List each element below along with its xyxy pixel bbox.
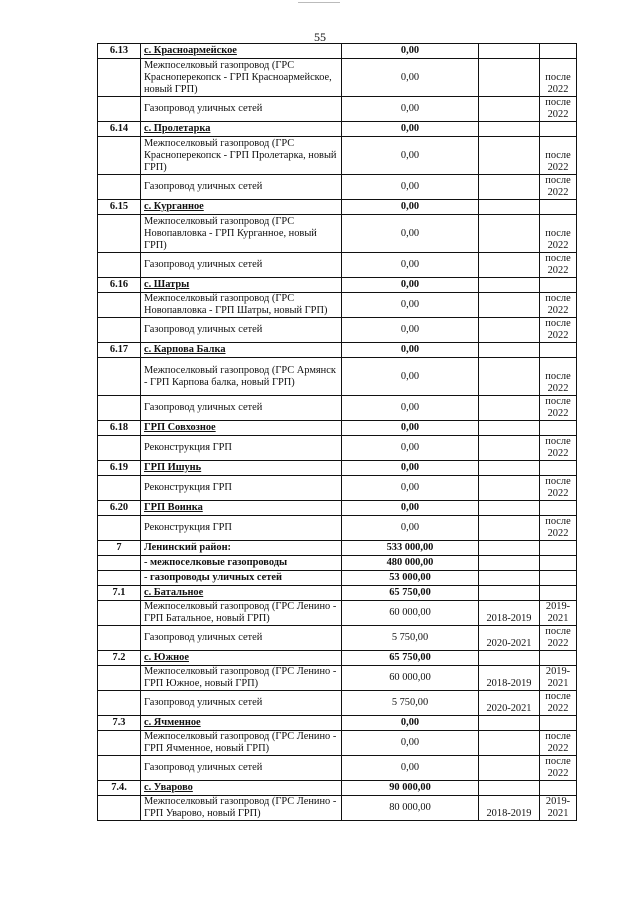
row-period — [479, 421, 540, 436]
row-amount: 0,00 — [342, 175, 479, 200]
row-amount: 0,00 — [342, 756, 479, 781]
row-year: 2019-2021 — [540, 796, 577, 821]
row-period — [479, 122, 540, 137]
table-row — [98, 253, 577, 278]
row-amount: 480 000,00 — [342, 556, 479, 571]
row-number: 7.3 — [98, 716, 141, 731]
row-amount: 0,00 — [342, 44, 479, 59]
row-number: 6.15 — [98, 200, 141, 215]
row-period — [479, 716, 540, 731]
row-amount: 533 000,00 — [342, 541, 479, 556]
row-year: после 2022 — [540, 175, 577, 200]
row-amount: 0,00 — [342, 436, 479, 461]
table-body — [98, 44, 577, 821]
row-number — [98, 358, 141, 396]
row-year: после 2022 — [540, 756, 577, 781]
row-number — [98, 796, 141, 821]
table-row — [98, 666, 577, 691]
table-row — [98, 59, 577, 97]
table-row — [98, 97, 577, 122]
row-name: с. Батальное — [141, 586, 342, 601]
row-amount: 0,00 — [342, 358, 479, 396]
row-name: Межпоселковый газопровод (ГРС Ленино - ГРП Уварово, новый ГРП) — [141, 796, 342, 821]
table-row — [98, 175, 577, 200]
row-period — [479, 97, 540, 122]
row-period — [479, 501, 540, 516]
row-year — [540, 571, 577, 586]
row-amount: 0,00 — [342, 516, 479, 541]
row-amount: 0,00 — [342, 137, 479, 175]
row-amount: 0,00 — [342, 293, 479, 318]
row-amount: 0,00 — [342, 59, 479, 97]
row-amount: 0,00 — [342, 396, 479, 421]
row-year: после 2022 — [540, 396, 577, 421]
row-period — [479, 358, 540, 396]
row-number — [98, 666, 141, 691]
row-year: после 2022 — [540, 626, 577, 651]
row-name: Межпоселковый газопровод (ГРС Новопавловка - ГРП Шатры, новый ГРП) — [141, 293, 342, 318]
row-year — [540, 541, 577, 556]
row-number: 7.4. — [98, 781, 141, 796]
row-amount: 0,00 — [342, 476, 479, 501]
row-number — [98, 318, 141, 343]
row-name: Газопровод уличных сетей — [141, 691, 342, 716]
row-amount: 0,00 — [342, 716, 479, 731]
page-number: 55 — [314, 30, 326, 44]
row-amount: 0,00 — [342, 343, 479, 358]
row-amount: 80 000,00 — [342, 796, 479, 821]
row-name: Реконструкция ГРП — [141, 516, 342, 541]
row-amount: 0,00 — [342, 318, 479, 343]
row-year — [540, 461, 577, 476]
table-row — [98, 436, 577, 461]
row-number: 6.14 — [98, 122, 141, 137]
row-amount: 5 750,00 — [342, 691, 479, 716]
row-number: 7 — [98, 541, 141, 556]
table-row — [98, 556, 577, 571]
row-amount: 60 000,00 — [342, 666, 479, 691]
row-amount: 5 750,00 — [342, 626, 479, 651]
row-year — [540, 781, 577, 796]
top-scan-mark — [298, 2, 340, 3]
table-row — [98, 215, 577, 253]
row-year: после 2022 — [540, 318, 577, 343]
row-period — [479, 200, 540, 215]
row-number: 6.18 — [98, 421, 141, 436]
table-row — [98, 516, 577, 541]
row-name: Реконструкция ГРП — [141, 436, 342, 461]
row-name: Межпоселковый газопровод (ГРС Новопавловка - ГРП Курганное, новый ГРП) — [141, 215, 342, 253]
row-number: 6.16 — [98, 278, 141, 293]
row-name: Газопровод уличных сетей — [141, 756, 342, 781]
row-amount: 53 000,00 — [342, 571, 479, 586]
row-name: Ленинский район: — [141, 541, 342, 556]
row-year: после 2022 — [540, 691, 577, 716]
row-name: Реконструкция ГРП — [141, 476, 342, 501]
row-period — [479, 781, 540, 796]
row-year: после 2022 — [540, 97, 577, 122]
table-row — [98, 601, 577, 626]
row-name: Газопровод уличных сетей — [141, 97, 342, 122]
row-amount: 0,00 — [342, 215, 479, 253]
row-name: Газопровод уличных сетей — [141, 396, 342, 421]
row-period — [479, 293, 540, 318]
row-name: с. Красноармейское — [141, 44, 342, 59]
row-period — [479, 343, 540, 358]
row-number: 7.2 — [98, 651, 141, 666]
row-number: 6.17 — [98, 343, 141, 358]
table-row — [98, 626, 577, 651]
table-row — [98, 200, 577, 215]
row-amount: 0,00 — [342, 278, 479, 293]
table-row — [98, 501, 577, 516]
row-name: Газопровод уличных сетей — [141, 175, 342, 200]
row-number — [98, 756, 141, 781]
row-name: Газопровод уличных сетей — [141, 253, 342, 278]
row-name: с. Ячменное — [141, 716, 342, 731]
table-row — [98, 343, 577, 358]
row-number — [98, 436, 141, 461]
table-row — [98, 396, 577, 421]
row-period — [479, 476, 540, 501]
table-row — [98, 461, 577, 476]
row-period — [479, 541, 540, 556]
row-name: Межпоселковый газопровод (ГРС Ленино - ГРП Батальное, новый ГРП) — [141, 601, 342, 626]
row-number — [98, 476, 141, 501]
table-row — [98, 318, 577, 343]
row-number — [98, 691, 141, 716]
row-number — [98, 253, 141, 278]
row-number: 6.19 — [98, 461, 141, 476]
row-period — [479, 461, 540, 476]
row-period: 2018-2019 — [479, 666, 540, 691]
row-period — [479, 215, 540, 253]
table-row — [98, 571, 577, 586]
row-year — [540, 586, 577, 601]
row-number: 6.20 — [98, 501, 141, 516]
row-name: Межпоселковый газопровод (ГРС Красноперекопск - ГРП Пролетарка, новый ГРП) — [141, 137, 342, 175]
row-amount: 0,00 — [342, 97, 479, 122]
row-number — [98, 175, 141, 200]
row-number — [98, 731, 141, 756]
row-period — [479, 571, 540, 586]
row-amount: 0,00 — [342, 501, 479, 516]
row-period — [479, 44, 540, 59]
row-amount: 0,00 — [342, 200, 479, 215]
table-row — [98, 691, 577, 716]
row-year: после 2022 — [540, 59, 577, 97]
row-period — [479, 436, 540, 461]
table-row — [98, 541, 577, 556]
row-period — [479, 651, 540, 666]
row-amount: 0,00 — [342, 731, 479, 756]
table-row — [98, 731, 577, 756]
row-year — [540, 278, 577, 293]
row-year: после 2022 — [540, 731, 577, 756]
row-period — [479, 586, 540, 601]
row-number: 6.13 — [98, 44, 141, 59]
row-name: Межпоселковый газопровод (ГРС Красноперекопск - ГРП Красноармейское, новый ГРП) — [141, 59, 342, 97]
row-name: с. Курганное — [141, 200, 342, 215]
row-number — [98, 396, 141, 421]
row-number — [98, 215, 141, 253]
row-number — [98, 626, 141, 651]
row-period — [479, 556, 540, 571]
row-name: с. Шатры — [141, 278, 342, 293]
row-number — [98, 571, 141, 586]
row-year — [540, 44, 577, 59]
row-year — [540, 651, 577, 666]
row-number — [98, 59, 141, 97]
row-period — [479, 756, 540, 781]
row-period — [479, 59, 540, 97]
row-name: с. Южное — [141, 651, 342, 666]
row-period: 2018-2019 — [479, 601, 540, 626]
table-row — [98, 137, 577, 175]
row-year — [540, 122, 577, 137]
row-period — [479, 516, 540, 541]
row-name: Межпоселковый газопровод (ГРС Ленино - ГРП Южное, новый ГРП) — [141, 666, 342, 691]
row-amount: 0,00 — [342, 461, 479, 476]
row-amount: 60 000,00 — [342, 601, 479, 626]
row-amount: 0,00 — [342, 421, 479, 436]
row-name: Газопровод уличных сетей — [141, 318, 342, 343]
row-number: 7.1 — [98, 586, 141, 601]
row-number — [98, 293, 141, 318]
table-row — [98, 756, 577, 781]
gasification-table — [97, 43, 577, 821]
row-year — [540, 556, 577, 571]
row-year: после 2022 — [540, 253, 577, 278]
row-name: Газопровод уличных сетей — [141, 626, 342, 651]
row-year — [540, 200, 577, 215]
table-row — [98, 358, 577, 396]
row-number — [98, 601, 141, 626]
row-name: с. Карпова Балка — [141, 343, 342, 358]
table-row — [98, 122, 577, 137]
row-year: после 2022 — [540, 215, 577, 253]
table-row — [98, 293, 577, 318]
table-row — [98, 796, 577, 821]
table-row — [98, 716, 577, 731]
table-row — [98, 651, 577, 666]
row-period: 2020-2021 — [479, 626, 540, 651]
table-row — [98, 781, 577, 796]
row-name: с. Уварово — [141, 781, 342, 796]
row-period — [479, 278, 540, 293]
row-name: с. Пролетарка — [141, 122, 342, 137]
row-year — [540, 501, 577, 516]
row-name: ГРП Ишунь — [141, 461, 342, 476]
row-amount: 65 750,00 — [342, 651, 479, 666]
row-period — [479, 175, 540, 200]
row-name: Межпоселковый газопровод (ГРС Армянск - ГРП Карпова балка, новый ГРП) — [141, 358, 342, 396]
row-year: 2019-2021 — [540, 666, 577, 691]
row-number — [98, 556, 141, 571]
row-period — [479, 253, 540, 278]
row-name: - газопроводы уличных сетей — [141, 571, 342, 586]
row-name: ГРП Воинка — [141, 501, 342, 516]
row-period — [479, 396, 540, 421]
row-name: - межпоселковые газопроводы — [141, 556, 342, 571]
row-number — [98, 97, 141, 122]
row-number — [98, 516, 141, 541]
row-period — [479, 137, 540, 175]
row-name: Межпоселковый газопровод (ГРС Ленино - ГРП Ячменное, новый ГРП) — [141, 731, 342, 756]
row-amount: 0,00 — [342, 253, 479, 278]
row-year — [540, 716, 577, 731]
row-year — [540, 343, 577, 358]
row-year: после 2022 — [540, 358, 577, 396]
table-row — [98, 278, 577, 293]
row-period — [479, 318, 540, 343]
table-row — [98, 44, 577, 59]
row-period — [479, 731, 540, 756]
row-year: после 2022 — [540, 436, 577, 461]
row-amount: 65 750,00 — [342, 586, 479, 601]
row-year: после 2022 — [540, 476, 577, 501]
row-amount: 0,00 — [342, 122, 479, 137]
row-year: 2019-2021 — [540, 601, 577, 626]
table-row — [98, 476, 577, 501]
row-period: 2018-2019 — [479, 796, 540, 821]
row-number — [98, 137, 141, 175]
table-row — [98, 421, 577, 436]
row-year — [540, 421, 577, 436]
row-year: после 2022 — [540, 293, 577, 318]
row-year: после 2022 — [540, 516, 577, 541]
table-row — [98, 586, 577, 601]
row-amount: 90 000,00 — [342, 781, 479, 796]
row-year: после 2022 — [540, 137, 577, 175]
row-name: ГРП Совхозное — [141, 421, 342, 436]
row-period: 2020-2021 — [479, 691, 540, 716]
